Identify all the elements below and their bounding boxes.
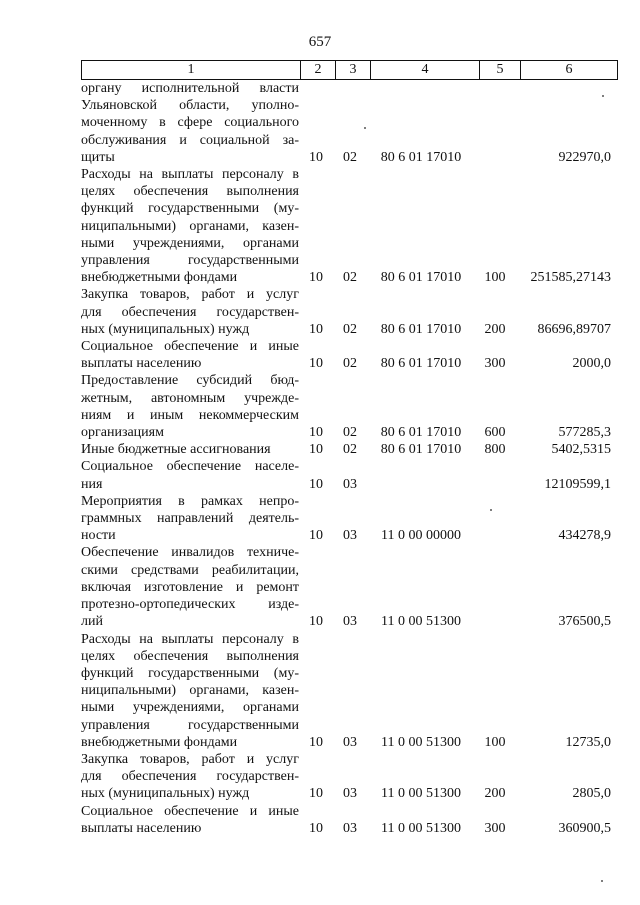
amount: 12735,0 xyxy=(565,734,611,750)
description-line: моченному в сфере социального xyxy=(81,115,299,131)
expense-type-code: 800 xyxy=(484,442,506,458)
expense-type-code xyxy=(475,149,515,166)
header-col-2: 2 xyxy=(301,61,336,80)
description-line: Иные бюджетные ассигнования xyxy=(81,442,271,458)
description-line: внебюджетными фондами xyxy=(81,734,238,750)
description-line: Закупка товаров, работ и услуг xyxy=(81,287,299,303)
section-code: 10 xyxy=(309,528,323,544)
table-row xyxy=(81,751,611,803)
table-row xyxy=(81,338,611,372)
description-line: лий xyxy=(81,614,103,630)
column-header-table xyxy=(81,60,618,80)
description-line: ниципальными) органами, казен- xyxy=(81,218,299,234)
target-article-code: 11 0 00 51300 xyxy=(381,614,461,630)
expense-type-code: 600 xyxy=(484,425,506,441)
target-article-code: 11 0 00 51300 xyxy=(381,820,461,836)
subsection-code: 03 xyxy=(343,786,357,802)
subsection-code: 02 xyxy=(343,356,357,372)
row-description xyxy=(81,286,299,338)
description-line: ниям и иным некоммерческим xyxy=(81,407,299,423)
description-line: для обеспечения государствен- xyxy=(81,304,299,320)
header-col-1: 1 xyxy=(82,61,301,80)
amount: 5402,5315 xyxy=(551,442,611,458)
scan-speck xyxy=(602,95,604,97)
section-code: 10 xyxy=(309,786,323,802)
row-description xyxy=(81,338,299,372)
expense-type-code: 200 xyxy=(484,321,506,337)
target-article-code: 11 0 00 51300 xyxy=(381,734,461,750)
amount: 2805,0 xyxy=(572,786,611,802)
description-line: ных (муниципальных) нужд xyxy=(81,786,250,802)
subsection-code: 03 xyxy=(343,614,357,630)
scan-speck xyxy=(490,509,492,511)
expense-type-code xyxy=(475,476,515,493)
header-col-6: 6 xyxy=(521,61,618,80)
expense-type-code xyxy=(475,613,515,630)
table-row xyxy=(81,458,611,492)
description-line: щиты xyxy=(81,149,115,165)
row-description xyxy=(81,544,299,630)
subsection-code: 03 xyxy=(343,476,357,492)
expense-type-code: 100 xyxy=(484,270,506,286)
table-row xyxy=(81,803,611,837)
description-line: выплаты населению xyxy=(81,356,202,372)
table-row xyxy=(81,493,611,545)
description-line: обслуживания и социальной за- xyxy=(81,132,299,148)
amount: 12109599,1 xyxy=(544,476,611,492)
section-code: 10 xyxy=(309,321,323,337)
subsection-code: 02 xyxy=(343,321,357,337)
description-line: ных (муниципальных) нужд xyxy=(81,321,250,337)
description-line: управления государственными xyxy=(81,253,299,269)
description-line: выплаты населению xyxy=(81,820,202,836)
expense-type-code xyxy=(475,527,515,544)
description-line: управления государственными xyxy=(81,717,299,733)
section-code: 10 xyxy=(309,149,323,165)
description-line: включая изготовление и ремонт xyxy=(81,579,299,595)
section-code: 10 xyxy=(309,476,323,492)
amount: 251585,27143 xyxy=(530,270,611,286)
amount: 922970,0 xyxy=(558,149,611,165)
target-article-code: 80 6 01 17010 xyxy=(380,425,462,441)
description-line: целях обеспечения выполнения xyxy=(81,184,299,200)
row-description xyxy=(81,80,299,166)
row-description xyxy=(81,441,299,458)
budget-table-body xyxy=(81,80,611,837)
row-description xyxy=(81,631,299,751)
description-line: Социальное обеспечение населе- xyxy=(81,459,299,475)
description-line: ниципальными) органами, казен- xyxy=(81,683,299,699)
expense-type-code: 300 xyxy=(484,356,506,372)
subsection-code: 02 xyxy=(343,425,357,441)
target-article-code: 80 6 01 17010 xyxy=(380,356,462,372)
section-code: 10 xyxy=(309,425,323,441)
description-line: ными учреждениями, органами xyxy=(81,700,299,716)
expense-type-code: 200 xyxy=(484,786,506,802)
description-line: функций государственными (му- xyxy=(81,201,299,217)
subsection-code: 02 xyxy=(343,149,357,165)
table-row xyxy=(81,441,611,458)
target-article-code: 11 0 00 51300 xyxy=(381,786,461,802)
subsection-code: 03 xyxy=(343,528,357,544)
description-line: граммных направлений деятель- xyxy=(81,511,299,527)
description-line: Расходы на выплаты персоналу в xyxy=(81,631,299,647)
row-description xyxy=(81,166,299,286)
expense-type-code: 100 xyxy=(484,734,506,750)
scan-speck xyxy=(601,880,603,882)
section-code: 10 xyxy=(309,442,323,458)
target-article-code: 80 6 01 17010 xyxy=(380,270,462,286)
target-article-code: 11 0 00 00000 xyxy=(381,528,461,544)
target-article-code xyxy=(367,476,475,493)
description-line: организациям xyxy=(81,425,164,441)
table-row xyxy=(81,631,611,751)
description-line: функций государственными (му- xyxy=(81,665,299,681)
description-line: Социальное обеспечение и иные xyxy=(81,339,299,355)
row-description xyxy=(81,751,299,803)
description-line: Обеспечение инвалидов техниче- xyxy=(81,545,299,561)
table-row xyxy=(81,166,611,286)
amount: 2000,0 xyxy=(572,356,611,372)
header-col-3: 3 xyxy=(336,61,371,80)
table-row xyxy=(81,286,611,338)
header-col-5: 5 xyxy=(480,61,521,80)
description-line: ния xyxy=(81,476,103,492)
description-line: ными учреждениями, органами xyxy=(81,235,299,251)
subsection-code: 03 xyxy=(343,734,357,750)
header-col-4: 4 xyxy=(371,61,480,80)
section-code: 10 xyxy=(309,734,323,750)
section-code: 10 xyxy=(309,820,323,836)
header-row xyxy=(82,61,618,80)
description-line: Расходы на выплаты персоналу в xyxy=(81,167,299,183)
row-description xyxy=(81,372,299,441)
description-line: Социальное обеспечение и иные xyxy=(81,803,299,819)
subsection-code: 03 xyxy=(343,820,357,836)
description-line: ности xyxy=(81,528,116,544)
table-row xyxy=(81,80,611,166)
amount: 577285,3 xyxy=(558,425,611,441)
row-description xyxy=(81,458,299,492)
description-line: для обеспечения государствен- xyxy=(81,769,299,785)
description-line: Ульяновской области, уполно- xyxy=(81,98,299,114)
table-row xyxy=(81,372,611,441)
description-line: протезно-ортопедических изде- xyxy=(81,597,299,613)
target-article-code: 80 6 01 17010 xyxy=(380,149,462,165)
description-line: Мероприятия в рамках непро- xyxy=(81,493,299,509)
target-article-code: 80 6 01 17010 xyxy=(380,321,462,337)
subsection-code: 02 xyxy=(343,442,357,458)
amount: 360900,5 xyxy=(558,820,611,836)
subsection-code: 02 xyxy=(343,270,357,286)
scan-speck xyxy=(364,127,366,129)
description-line: органу исполнительной власти xyxy=(81,81,299,96)
description-line: Предоставление субсидий бюд- xyxy=(81,373,299,389)
table-row xyxy=(81,544,611,630)
amount: 434278,9 xyxy=(558,528,611,544)
description-line: жетным, автономным учрежде- xyxy=(81,390,299,406)
description-line: Закупка товаров, работ и услуг xyxy=(81,751,299,767)
page-number: 657 xyxy=(308,34,332,50)
description-line: внебюджетными фондами xyxy=(81,270,238,286)
description-line: целях обеспечения выполнения xyxy=(81,648,299,664)
section-code: 10 xyxy=(309,614,323,630)
description-line: скими средствами реабилитации, xyxy=(81,562,299,578)
amount: 376500,5 xyxy=(558,614,611,630)
row-description xyxy=(81,803,299,837)
section-code: 10 xyxy=(309,356,323,372)
amount: 86696,89707 xyxy=(537,321,611,337)
target-article-code: 80 6 01 17010 xyxy=(380,442,462,458)
expense-type-code: 300 xyxy=(484,820,506,836)
section-code: 10 xyxy=(309,270,323,286)
row-description xyxy=(81,493,299,545)
